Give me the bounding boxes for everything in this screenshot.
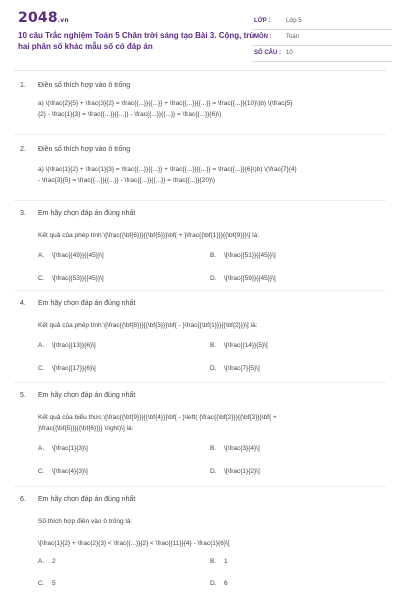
option-text: \[\frac{{59}}{{45}}\] bbox=[224, 275, 276, 282]
question-number: 1. bbox=[20, 82, 26, 89]
option-text: \[\frac{1}{2}\] bbox=[224, 468, 260, 475]
answer-option-b[interactable] bbox=[210, 342, 268, 349]
meta-label-class: LỚP : bbox=[254, 18, 271, 24]
option-letter: B. bbox=[210, 445, 217, 452]
option-text: \[\frac{4}{3}\] bbox=[52, 468, 88, 475]
option-text: \[\frac{{53}}{{45}}\] bbox=[52, 275, 104, 282]
answer-option-d[interactable] bbox=[210, 468, 260, 475]
option-text: 1 bbox=[224, 558, 228, 565]
answer-option-d[interactable] bbox=[210, 580, 228, 587]
document-header bbox=[0, 0, 400, 64]
answer-option-d[interactable] bbox=[210, 275, 276, 282]
answer-option-d[interactable] bbox=[210, 365, 260, 372]
question-line: \[\frac{1}{2} + \frac{2}{3} < \frac{{...}}{2} < \frac{{11}}{4} - \frac{1}{6}\] bbox=[38, 540, 230, 547]
meta-label-count: SỐ CÂU : bbox=[254, 50, 281, 56]
question-prompt: Điền số thích hợp vào ô trống bbox=[38, 146, 131, 153]
meta-value-class: Lớp 5 bbox=[286, 18, 302, 24]
option-text: \[\frac{{14}}{5}\] bbox=[224, 342, 268, 349]
header-divider bbox=[14, 70, 386, 71]
meta-table bbox=[252, 14, 392, 62]
meta-value-subject: Toán bbox=[286, 34, 300, 40]
option-text: \[\frac{{49}}{{45}}\] bbox=[52, 252, 104, 259]
option-text: 5 bbox=[52, 580, 56, 587]
option-text: \[\frac{{13}}{6}\] bbox=[52, 342, 96, 349]
question-prompt: Điền số thích hợp vào ô trống bbox=[38, 82, 131, 89]
answer-option-c[interactable] bbox=[38, 580, 56, 587]
option-letter: B. bbox=[210, 252, 217, 259]
question-line: a) \(\frac{1}{2} + \frac{1}{3} = \frac{{...}}{{...}} + \frac{{...}}{{...}} = \frac{{...}}{6}\)b) \(\frac{7}{4} bbox=[38, 166, 297, 173]
meta-value-count: 10 bbox=[286, 50, 293, 56]
option-letter: C. bbox=[38, 468, 45, 475]
answer-option-b[interactable] bbox=[210, 558, 228, 565]
option-text: \[\frac{3}{4}\] bbox=[224, 445, 260, 452]
answer-option-b[interactable] bbox=[210, 445, 260, 452]
answer-option-c[interactable] bbox=[38, 468, 88, 475]
option-letter: A. bbox=[38, 252, 45, 259]
option-text: \[\frac{1}{3}\] bbox=[52, 445, 88, 452]
question-prompt: Em hãy chọn đáp án đúng nhất bbox=[38, 210, 136, 217]
option-text: \[\frac{7}{5}\] bbox=[224, 365, 260, 372]
option-text: \[\frac{{17}}{6}\] bbox=[52, 365, 96, 372]
logo-tld: .vn bbox=[57, 17, 69, 24]
question-prompt: Em hãy chọn đáp án đúng nhất bbox=[38, 392, 136, 399]
question-number: 4. bbox=[20, 300, 26, 307]
option-letter: A. bbox=[38, 342, 45, 349]
question-line: {2} - \frac{1}{3} = \frac{{...}}{{...}} - \frac{{...}}{{...}} = \frac{{...}}{6}\) bbox=[38, 111, 222, 118]
question-prompt: Em hãy chọn đáp án đúng nhất bbox=[38, 496, 136, 503]
meta-row-subject bbox=[252, 30, 392, 46]
answer-option-c[interactable] bbox=[38, 275, 104, 282]
question-number: 2. bbox=[20, 146, 26, 153]
site-logo[interactable] bbox=[18, 10, 69, 26]
question-line: Số thích hợp điền vào ô trống là: bbox=[38, 518, 133, 525]
question-separator bbox=[14, 134, 386, 135]
question-line: Kết quả của biểu thức \[\frac{{\bf{9}}}{{\bf{4}}}\bf{ - }\left( {\frac{{\bf{2}}}{{\bf{3}}}\bf{ + bbox=[38, 414, 277, 421]
option-letter: A. bbox=[38, 558, 45, 565]
question-separator bbox=[14, 486, 386, 487]
option-letter: C. bbox=[38, 275, 45, 282]
answer-option-b[interactable] bbox=[210, 252, 276, 259]
option-letter: D. bbox=[210, 580, 217, 587]
answer-option-a[interactable] bbox=[38, 445, 88, 452]
question-separator bbox=[14, 382, 386, 383]
answer-option-a[interactable] bbox=[38, 558, 56, 565]
question-line: Kết quả của phép tính \[\frac{{\bf{8}}}{{\bf{3}}}\bf{ - }\frac{{\bf{1}}}{{\bf{2}}}\] là: bbox=[38, 322, 258, 329]
option-letter: A. bbox=[38, 445, 45, 452]
meta-row-class bbox=[252, 14, 392, 30]
answer-option-c[interactable] bbox=[38, 365, 96, 372]
meta-label-subject: MÔN : bbox=[254, 34, 272, 40]
question-line: }\frac{{\bf{5}}}{{\bf{6}}}} \right)\] là: bbox=[38, 425, 134, 432]
option-text: 6 bbox=[224, 580, 228, 587]
document-title: 10 câu Trắc nghiệm Toán 5 Chân trời sáng tạo Bài 3. Cộng, trừ hai phân số khác mẫu số có đáp án bbox=[18, 31, 256, 51]
question-number: 6. bbox=[20, 496, 26, 503]
answer-option-a[interactable] bbox=[38, 252, 104, 259]
option-letter: B. bbox=[210, 558, 217, 565]
question-line: - \frac{3}{5} = \frac{{...}}{{...}} - \frac{{...}}{{...}} = \frac{{...}}{20}\) bbox=[38, 177, 216, 184]
option-letter: B. bbox=[210, 342, 217, 349]
question-prompt: Em hãy chọn đáp án đúng nhất bbox=[38, 300, 136, 307]
option-letter: D. bbox=[210, 468, 217, 475]
option-text: \[\frac{{51}}{{45}}\] bbox=[224, 252, 276, 259]
question-line: Kết quả của phép tính \[\frac{{\bf{6}}}{{\bf{5}}}\bf{ + }\frac{{\bf{1}}}{{\bf{9}}}\] là: bbox=[38, 232, 260, 239]
option-letter: D. bbox=[210, 275, 217, 282]
option-text: 2 bbox=[52, 558, 56, 565]
question-number: 5. bbox=[20, 392, 26, 399]
question-separator bbox=[14, 200, 386, 201]
question-separator bbox=[14, 290, 386, 291]
logo-text: 2048 bbox=[18, 10, 58, 26]
meta-row-count bbox=[252, 46, 392, 62]
question-number: 3. bbox=[20, 210, 26, 217]
option-letter: D. bbox=[210, 365, 217, 372]
option-letter: C. bbox=[38, 580, 45, 587]
option-letter: C. bbox=[38, 365, 45, 372]
answer-option-a[interactable] bbox=[38, 342, 96, 349]
question-line: a) \(\frac{2}{5} + \frac{3}{2} = \frac{{...}}{{...}} + \frac{{...}}{{...}} = \frac{{...}}{10}\)b) \(\frac{5} bbox=[38, 100, 293, 107]
